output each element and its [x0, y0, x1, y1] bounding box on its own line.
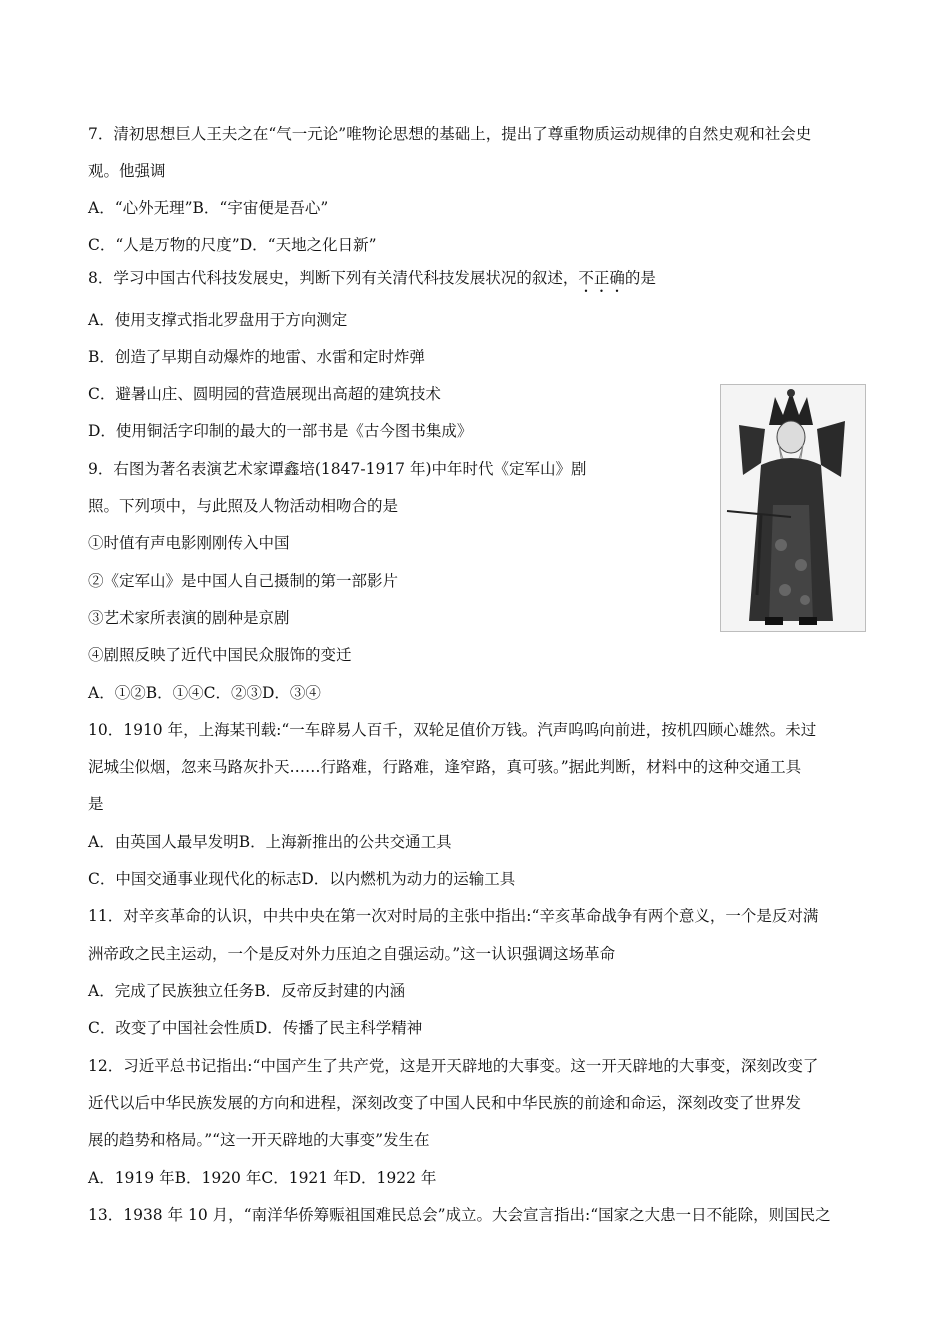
- q7-stem-line2: 观。他强调: [88, 162, 166, 180]
- q11-option-a: A．完成了民族独立任务: [88, 982, 255, 1000]
- q10-option-c: C．中国交通事业现代化的标志: [88, 870, 302, 888]
- q9-item-4: ④剧照反映了近代中国民众服饰的变迁: [88, 646, 352, 664]
- q9-stem-line1: 9．右图为著名表演艺术家谭鑫培(1847-1917 年)中年时代《定军山》剧: [88, 460, 587, 478]
- q11-options-row1: [88, 981, 405, 1001]
- q12-option-a: A．1919 年: [88, 1169, 175, 1187]
- q12-option-b: B．1920 年: [174, 1169, 262, 1187]
- q10-option-b: B．上海新推出的公共交通工具: [238, 833, 452, 851]
- opera-figure-illustration: [721, 385, 865, 631]
- q11-options-row2: [88, 1018, 422, 1038]
- q10-option-d: D．以内燃机为动力的运输工具: [301, 870, 516, 888]
- q9-option-c: C．②③: [203, 684, 262, 702]
- q9-item-2: ②《定军山》是中国人自己摄制的第一部影片: [88, 572, 399, 590]
- q7-stem-line1: 7．清初思想巨人王夫之在“气一元论”唯物论思想的基础上，提出了尊重物质运动规律的自然史观和社会史: [88, 125, 812, 143]
- q7-option-d: D．“天地之化日新”: [239, 236, 377, 254]
- q12-stem-line3: 展的趋势和格局。”“这一开天辟地的大事变”发生在: [88, 1131, 430, 1149]
- q9-stem-line2: 照。下列项中，与此照及人物活动相吻合的是: [88, 497, 399, 515]
- q11-option-c: C．改变了中国社会性质: [88, 1019, 255, 1037]
- q9-item-1: ①时值有声电影刚刚传入中国: [88, 534, 290, 552]
- opera-photo: [720, 384, 866, 632]
- q11-stem-line1: 11．对辛亥革命的认识，中共中央在第一次对时局的主张中指出:“辛亥革命战争有两个意义，一个是反对满: [88, 907, 819, 925]
- q12-option-d: D．1922 年: [348, 1169, 437, 1187]
- q8-stem-prefix: 8．学习中国古代科技发展史，判断下列有关清代科技发展状况的叙述，: [88, 269, 579, 287]
- q11-option-d: D．传播了民主科学精神: [254, 1019, 423, 1037]
- q10-options-row2: [88, 869, 515, 889]
- q12-stem-line1: 12．习近平总书记指出:“中国产生了共产党，这是开天辟地的大事变。这一开天辟地的大事变，深刻改变了: [88, 1057, 819, 1075]
- q7-options-row1: [88, 198, 328, 218]
- q10-option-a: A．由英国人最早发明: [88, 833, 239, 851]
- q9-option-d: D．③④: [261, 684, 321, 702]
- q11-stem-line2: 洲帝政之民主运动，一个是反对外力压迫之自强运动。”这一认识强调这场革命: [88, 945, 616, 963]
- q10-stem-line2: 泥城尘似烟，忽来马路灰扑天……行路难，行路难，逢窄路，真可骇。”据此判断，材料中的这种交通工具: [88, 758, 802, 776]
- q10-options-row1: [88, 832, 452, 852]
- q10-stem-line3: 是: [88, 795, 104, 813]
- q12-stem-line2: 近代以后中华民族发展的方向和进程，深刻改变了中国人民和中华民族的前途和命运，深刻改变了世界发: [88, 1094, 802, 1112]
- q8-option-a: A．使用支撑式指北罗盘用于方向测定: [88, 311, 348, 329]
- q8-option-c: C．避暑山庄、圆明园的营造展现出高超的建筑技术: [88, 385, 441, 403]
- q11-option-b: B．反帝反封建的内涵: [254, 982, 406, 1000]
- q8-option-b: B．创造了早期自动爆炸的地雷、水雷和定时炸弹: [88, 348, 425, 366]
- q12-options-row: [88, 1168, 436, 1188]
- q9-item-3: ③艺术家所表演的剧种是京剧: [88, 609, 290, 627]
- q8-option-d: D．使用铜活字印制的最大的一部书是《古今图书集成》: [88, 422, 473, 440]
- q7-option-a: A．“心外无理”: [88, 199, 193, 217]
- q8-stem-emphasis: 不正确: [578, 269, 625, 287]
- q9-option-b: B．①④: [145, 684, 204, 702]
- q13-stem-line1: 13．1938 年 10 月，“南洋华侨筹赈祖国难民总会”成立。大会宣言指出:“国家之大患一日不能除，则国民之: [88, 1206, 831, 1224]
- q9-option-a: A．①②: [88, 684, 146, 702]
- q9-options-row: [88, 683, 321, 703]
- q12-option-c: C．1921 年: [261, 1169, 349, 1187]
- q7-option-c: C．“人是万物的尺度”: [88, 236, 240, 254]
- q7-option-b: B．“宇宙便是吾心”: [192, 199, 329, 217]
- q10-stem-line1: 10．1910 年，上海某刊载:“一车辟易人百千，双轮足值价万钱。汽声呜呜向前进，按机四顾心雄然。未过: [88, 721, 817, 739]
- q8-stem-suffix: 的是: [624, 269, 656, 287]
- q7-options-row2: [88, 235, 377, 255]
- q8-stem: [88, 268, 656, 296]
